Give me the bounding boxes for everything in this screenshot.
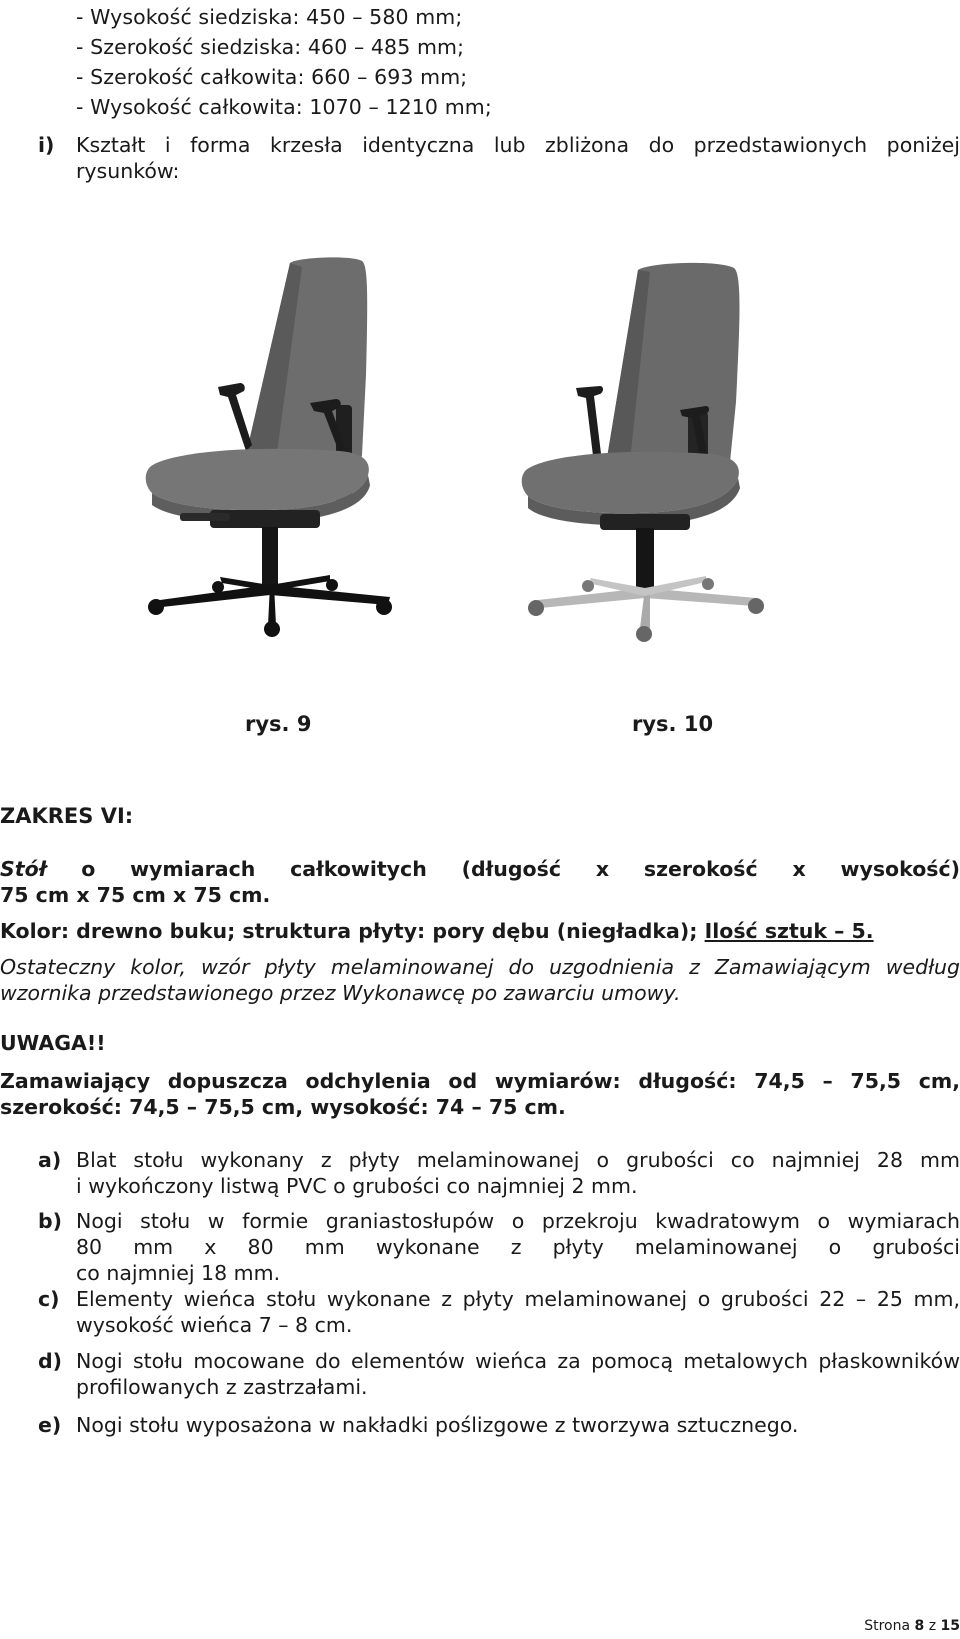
item-text-line: Nogi stołu w formie graniastosłupów o przekroju kwadratowym o wymiarach bbox=[76, 1209, 960, 1233]
quantity-text: Ilość sztuk – 5. bbox=[704, 919, 874, 943]
product-description bbox=[0, 856, 960, 908]
product-line-2: 75 cm x 75 cm x 75 cm. bbox=[0, 883, 271, 907]
item-i bbox=[38, 132, 960, 184]
warning-line-1: Zamawiający dopuszcza odchylenia od wymiarów: długość: 74,5 – 75,5 cm, bbox=[0, 1069, 960, 1093]
item-a bbox=[38, 1147, 960, 1199]
item-text-line: co najmniej 18 mm. bbox=[76, 1261, 281, 1285]
color-text: Kolor: drewno buku; struktura płyty: pory dębu (niegładka); bbox=[0, 919, 698, 943]
item-text-line: Kształt i forma krzesła identyczna lub zbliżona do przedstawionych poniżej bbox=[76, 133, 960, 157]
chair-figure-9 bbox=[140, 255, 410, 645]
page-number bbox=[864, 1618, 960, 1634]
item-label: b) bbox=[38, 1209, 63, 1233]
figure-10-caption: rys. 10 bbox=[632, 712, 714, 736]
item-label: e) bbox=[38, 1413, 62, 1437]
item-text-line: profilowanych z zastrzałami. bbox=[76, 1375, 368, 1399]
item-label: d) bbox=[38, 1349, 63, 1373]
item-text-line: Nogi stołu wyposażona w nakładki poślizgowe z tworzywa sztucznego. bbox=[76, 1413, 799, 1437]
item-text-line: Nogi stołu mocowane do elementów wieńca za pomocą metalowych płaskowników bbox=[76, 1349, 960, 1373]
dimension-item: - Wysokość całkowita: 1070 – 1210 mm; bbox=[76, 95, 492, 119]
item-text-line: 80 mm x 80 mm wykonane z płyty melaminowanej o grubości bbox=[76, 1235, 960, 1259]
item-text-line: Blat stołu wykonany z płyty melaminowanej o grubości co najmniej 28 mm bbox=[76, 1148, 960, 1172]
dimension-item: - Wysokość siedziska: 450 – 580 mm; bbox=[76, 5, 463, 29]
page-sep: z bbox=[928, 1618, 937, 1634]
item-e bbox=[38, 1412, 960, 1438]
chair-figure-10 bbox=[520, 262, 780, 647]
note-paragraph bbox=[0, 954, 960, 1006]
warning-line-2: szerokość: 74,5 – 75,5 cm, wysokość: 74 – 75 cm. bbox=[0, 1095, 566, 1119]
note-line-2: wzornika przedstawionego przez Wykonawcę po zawarciu umowy. bbox=[0, 981, 681, 1005]
item-label: i) bbox=[38, 133, 55, 157]
page-total: 15 bbox=[940, 1618, 960, 1634]
item-text-line: wysokość wieńca 7 – 8 cm. bbox=[76, 1313, 353, 1337]
item-b bbox=[38, 1208, 960, 1286]
item-d bbox=[38, 1348, 960, 1400]
item-label: c) bbox=[38, 1287, 60, 1311]
section-title: ZAKRES VI: bbox=[0, 804, 134, 828]
item-text-line: Elementy wieńca stołu wykonane z płyty melaminowanej o grubości 22 – 25 mm, bbox=[76, 1287, 960, 1311]
dimension-list bbox=[76, 2, 492, 122]
product-line-1-rest: o wymiarach całkowitych (długość x szerokość x wysokość) bbox=[81, 857, 960, 881]
product-name: Stół bbox=[0, 857, 47, 881]
figure-9-caption: rys. 9 bbox=[245, 712, 312, 736]
dimension-item: - Szerokość całkowita: 660 – 693 mm; bbox=[76, 65, 468, 89]
note-line-1: Ostateczny kolor, wzór płyty melaminowanej do uzgodnienia z Zamawiającym według bbox=[0, 955, 960, 979]
item-text-line: rysunków: bbox=[76, 159, 180, 183]
warning-paragraph bbox=[0, 1068, 960, 1120]
dimension-item: - Szerokość siedziska: 460 – 485 mm; bbox=[76, 35, 465, 59]
warning-title: UWAGA!! bbox=[0, 1031, 106, 1055]
page-current: 8 bbox=[914, 1618, 925, 1634]
page-prefix: Strona bbox=[864, 1618, 911, 1634]
item-text-line: i wykończony listwą PVC o grubości co najmniej 2 mm. bbox=[76, 1174, 638, 1198]
item-c bbox=[38, 1286, 960, 1338]
item-label: a) bbox=[38, 1148, 62, 1172]
color-line bbox=[0, 918, 960, 944]
product-line-1 bbox=[0, 856, 960, 882]
